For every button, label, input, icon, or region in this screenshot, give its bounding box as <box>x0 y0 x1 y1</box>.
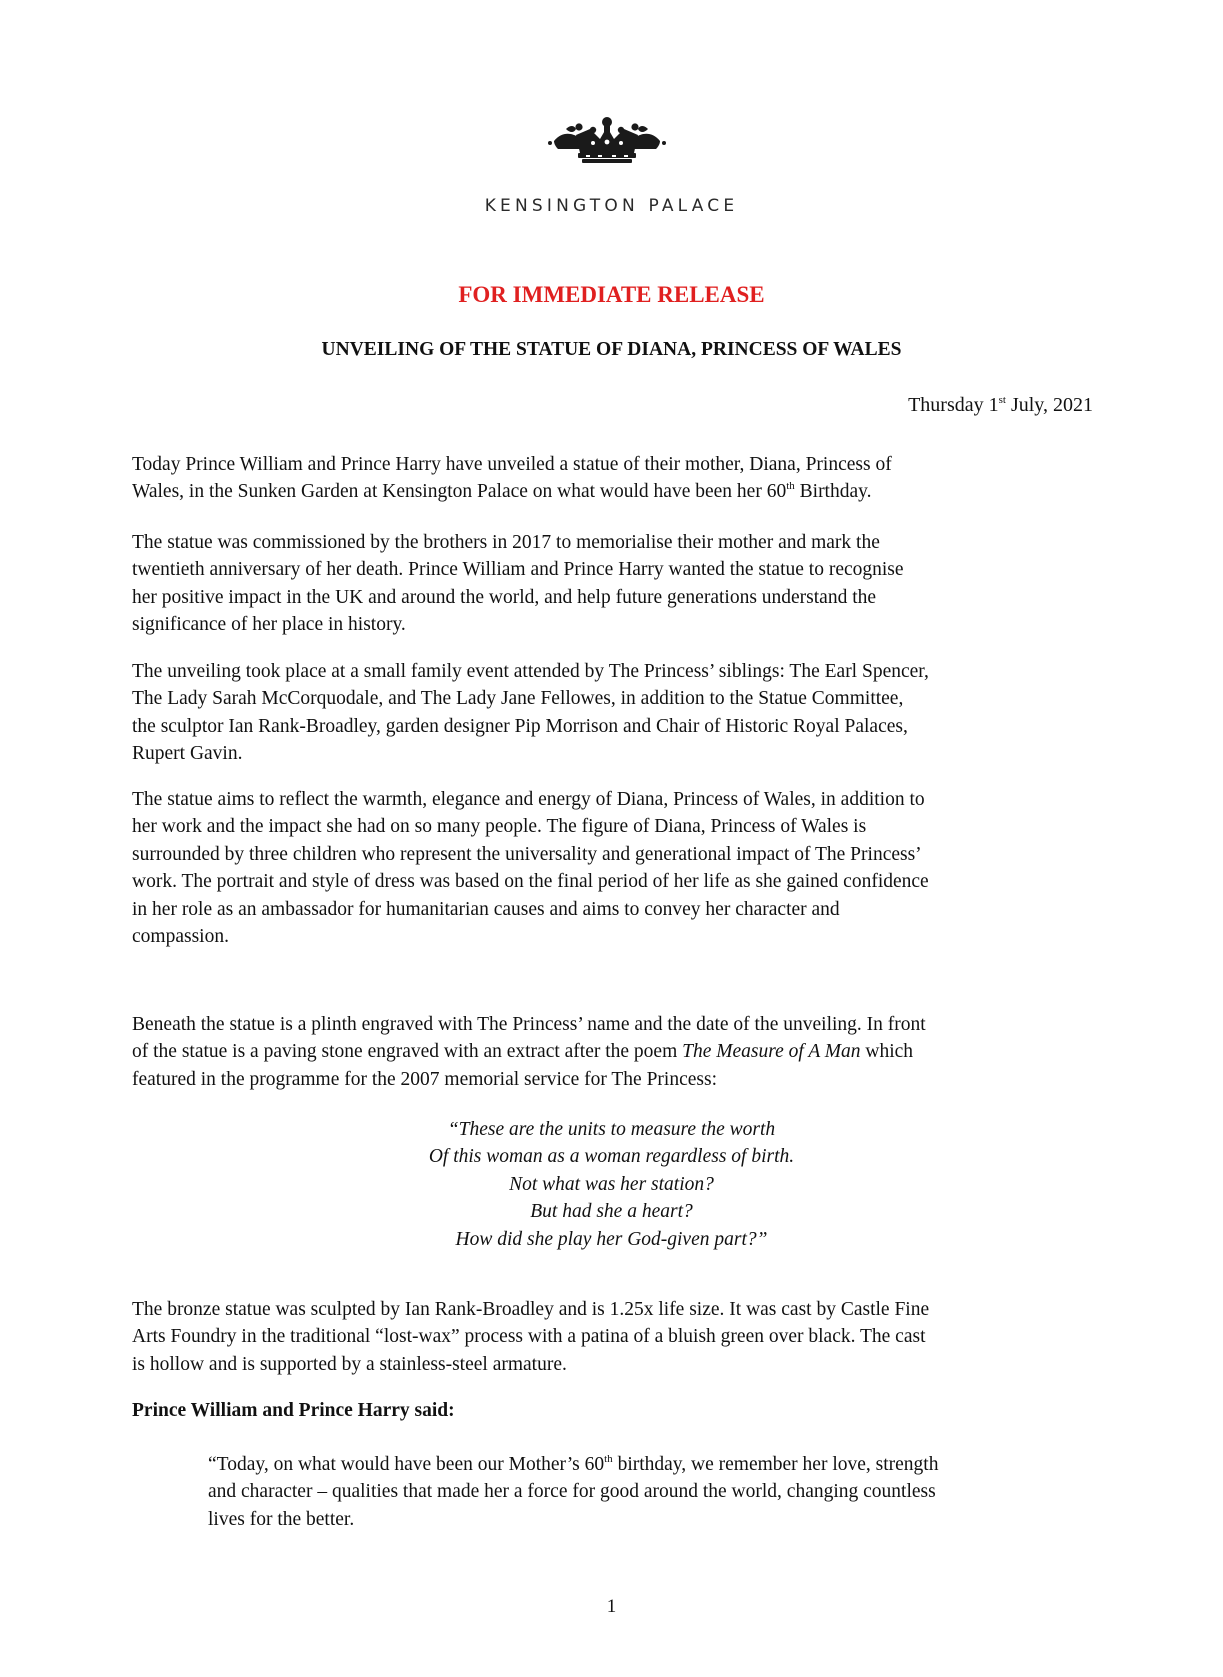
paragraph-6 <box>132 1296 1112 1378</box>
paragraph-line: The Lady Sarah McCorquodale, and The Lady Jane Fellowes, in addition to the Statue Committee, <box>132 688 904 710</box>
paragraph-line: Wales, in the Sunken Garden at Kensington Palace on what would have been her 60th Birthday. <box>132 480 872 503</box>
paragraph-line: the sculptor Ian Rank-Broadley, garden designer Pip Morrison and Chair of Historic Royal Palaces, <box>132 715 908 737</box>
release-date <box>908 394 1093 417</box>
poem-line: “These are the units to measure the worth <box>447 1119 776 1140</box>
poem-extract <box>0 1116 1223 1253</box>
paragraph-line: significance of her place in history. <box>132 614 406 636</box>
date-text: Thursday 1 <box>908 394 999 416</box>
paragraph-line: The statue was commissioned by the brothers in 2017 to memorialise their mother and mark the <box>132 532 880 553</box>
paragraph-line: Today Prince William and Prince Harry have unveiled a statue of their mother, Diana, Princess of <box>132 454 892 475</box>
release-label: FOR IMMEDIATE RELEASE <box>458 282 765 307</box>
paragraph-line: is hollow and is supported by a stainless-steel armature. <box>132 1353 567 1375</box>
poem-line: Of this woman as a woman regardless of birth. <box>428 1146 795 1168</box>
quote-line: “Today, on what would have been our Mother’s 60th birthday, we remember her love, strength <box>208 1453 939 1475</box>
paragraph-line: of the statue is a paving stone engraved with an extract after the poem The Measure of A Man which <box>132 1041 914 1063</box>
paragraph-line: surrounded by three children who represent the universality and generational impact of The Princess’ <box>132 843 922 865</box>
brand-name: KENSINGTON PALACE <box>484 196 739 216</box>
paragraph-line: The bronze statue was sculpted by Ian Rank-Broadley and is 1.25x life size. It was cast by Castle Fine <box>132 1299 930 1320</box>
paragraph-line: her positive impact in the UK and around the world, and help future generations understand the <box>132 586 877 608</box>
paragraph-line: featured in the programme for the 2007 memorial service for The Princess: <box>132 1068 717 1090</box>
paragraph-line: her work and the impact she had on so many people. The figure of Diana, Princess of Wales is <box>132 816 867 838</box>
paragraph-1 <box>132 451 1112 506</box>
paragraph-4 <box>132 786 1112 950</box>
ordinal-suffix: th <box>604 1453 613 1465</box>
page-title: UNVEILING OF THE STATUE OF DIANA, PRINCESS OF WALES <box>321 339 902 360</box>
paragraph-line: Arts Foundry in the traditional “lost-wax” process with a patina of a bluish green over black. The cast <box>132 1326 926 1348</box>
ordinal-suffix: th <box>786 480 795 493</box>
quote-line: lives for the better. <box>208 1508 355 1530</box>
paragraph-line: work. The portrait and style of dress was based on the final period of her life as she gained confidence <box>132 871 929 893</box>
statement-heading: Prince William and Prince Harry said: <box>132 1400 455 1421</box>
paragraph-3 <box>132 658 1112 768</box>
poem-line: But had she a heart? <box>530 1201 693 1223</box>
paragraph-5 <box>132 1011 1112 1093</box>
crown-crest-icon <box>548 115 666 167</box>
date-suffix: st <box>998 394 1006 406</box>
page-number: 1 <box>606 1596 617 1617</box>
paragraph-line: in her role as an ambassador for humanitarian causes and aims to convey her character and <box>132 898 840 920</box>
statement-quote <box>208 1451 1108 1533</box>
poem-line: How did she play her God-given part?” <box>455 1228 768 1250</box>
paragraph-line: The statue aims to reflect the warmth, elegance and energy of Diana, Princess of Wales, in addition to <box>132 789 925 810</box>
paragraph-line: Beneath the statue is a plinth engraved with The Princess’ name and the date of the unveiling. In front <box>132 1014 926 1035</box>
paragraph-line: twentieth anniversary of her death. Prince William and Prince Harry wanted the statue to recognise <box>132 559 904 581</box>
paragraph-2 <box>132 529 1112 639</box>
quote-line: and character – qualities that made her a force for good around the world, changing countless <box>208 1481 936 1503</box>
poem-title: The Measure of A Man <box>682 1041 861 1063</box>
date-text-rest: July, 2021 <box>1005 394 1093 416</box>
paragraph-line: The unveiling took place at a small family event attended by The Princess’ siblings: The Earl Spencer, <box>132 661 929 682</box>
paragraph-line: Rupert Gavin. <box>132 743 243 765</box>
poem-line: Not what was her station? <box>509 1173 714 1195</box>
paragraph-line: compassion. <box>132 926 229 948</box>
